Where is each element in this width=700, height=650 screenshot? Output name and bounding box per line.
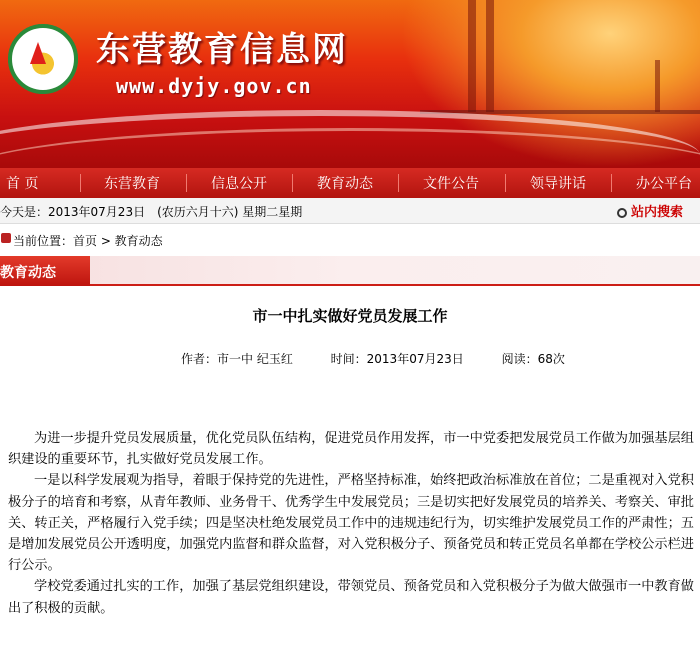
nav-divider xyxy=(80,174,81,192)
section-header xyxy=(0,256,700,286)
search-icon xyxy=(617,208,627,218)
bridge-tower xyxy=(655,60,660,112)
section-title: 教育动态 xyxy=(0,265,56,281)
nav-divider xyxy=(398,174,399,192)
current-date: 今天是：2013年07月23日 (农历六月十六) 星期二星期 xyxy=(0,205,303,219)
article-time: 时间：2013年07月23日 xyxy=(330,352,464,366)
nav-item-education-news[interactable]: 教育动态 xyxy=(317,176,373,192)
nav-divider xyxy=(505,174,506,192)
nav-item-dongying-education[interactable]: 东营教育 xyxy=(104,176,160,192)
nav-divider xyxy=(186,174,187,192)
nav-item-office-platform[interactable]: 办公平台 xyxy=(636,176,692,192)
bridge-tower xyxy=(468,0,476,112)
home-icon xyxy=(1,233,11,243)
nav-item-leader-speeches[interactable]: 领导讲话 xyxy=(530,176,586,192)
nav-item-documents[interactable]: 文件公告 xyxy=(423,176,479,192)
site-banner xyxy=(0,0,700,168)
date-bar xyxy=(0,198,700,224)
article-title: 市一中扎实做好党员发展工作 xyxy=(252,307,448,325)
article-meta xyxy=(181,350,565,367)
nav-divider xyxy=(292,174,293,192)
site-url: www.dyjy.gov.cn xyxy=(116,74,312,98)
logo-flame xyxy=(30,42,46,64)
site-search-label: 站内搜索 xyxy=(631,205,684,220)
nav-item-info-disclosure[interactable]: 信息公开 xyxy=(211,176,267,192)
article-author: 作者：市一中 纪玉红 xyxy=(181,352,293,366)
school-emblem-icon[interactable] xyxy=(8,24,78,94)
article-body xyxy=(8,428,694,619)
nav-item-home[interactable]: 首 页 xyxy=(6,176,39,192)
article-views: 阅读：68次 xyxy=(501,352,565,366)
article-paragraph: 为进一步提升党员发展质量，优化党员队伍结构，促进党员作用发挥，市一中党委把发展党员工作做为加强基层组织建设的重要环节，扎实做好党员发展工作。 xyxy=(8,431,694,468)
nav-divider xyxy=(611,174,612,192)
breadcrumb xyxy=(0,228,700,250)
bridge-tower xyxy=(486,0,494,112)
article-paragraph: 学校党委通过扎实的工作，加强了基层党组织建设，带领党员、预备党员和入党积极分子为做大做强市一中教育做出了积极的贡献。 xyxy=(8,579,694,616)
article-paragraph: 一是以科学发展观为指导，着眼于保持党的先进性，严格坚持标准，始终把政治标准放在首位；二是重视对入党积极分子的培育和考察，从青年教师、业务骨干、优秀学生中发展党员；三是切实把好发展党员的培养关、考察关、审批关、转正关，严格履行入党手续；四是坚决杜绝发展党员工作中的违规违纪行为，切实维护发展党员工作的严肃性；五是增加发展党员公开透明度，加强党内监督和群众监督，对入党积极分子、预备党员和转正党员名单都在学校公示栏进行公示。 xyxy=(8,473,694,574)
site-search-link[interactable] xyxy=(617,201,683,220)
site-title: 东营教育信息网 xyxy=(96,30,348,70)
main-nav xyxy=(0,168,700,198)
breadcrumb-text[interactable]: 当前位置：首页 > 教育动态 xyxy=(13,234,163,248)
section-tab xyxy=(0,256,90,286)
